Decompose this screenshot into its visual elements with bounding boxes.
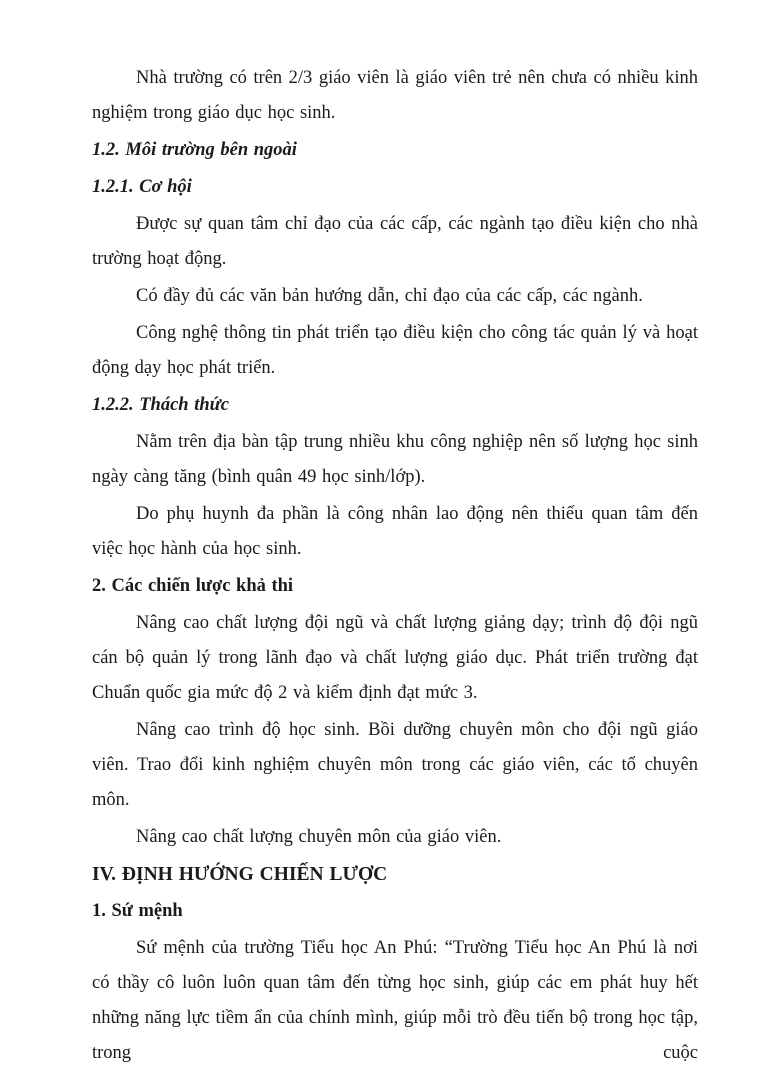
heading-1-2-2-thach-thuc: 1.2.2. Thách thức bbox=[92, 395, 229, 415]
paragraph-nang-cao-trinh-do-hoc-sinh: Nâng cao trình độ học sinh. Bồi dưỡng chuyên môn cho đội ngũ giáo viên. Trao đổi kinh nghiệm chuyên môn trong các giáo viên, các tổ chuyên môn. bbox=[92, 720, 698, 810]
paragraph-khu-cong-nghiep: Nằm trên địa bàn tập trung nhiều khu công nghiệp nên số lượng học sinh ngày càng tăng (bình quân 49 học sinh/lớp). bbox=[92, 432, 698, 487]
paragraph-teacher-experience: Nhà trường có trên 2/3 giáo viên là giáo viên trẻ nên chưa có nhiều kinh nghiệm trong giáo dục học sinh. bbox=[92, 68, 698, 123]
heading-1-2-1-co-hoi: 1.2.1. Cơ hội bbox=[92, 177, 192, 197]
paragraph-nang-cao-chuyen-mon: Nâng cao chất lượng chuyên môn của giáo viên. bbox=[136, 827, 502, 847]
heading-2-chien-luoc-kha-thi: 2. Các chiến lược khả thi bbox=[92, 576, 294, 596]
paragraph-van-ban-huong-dan: Có đầy đủ các văn bản hướng dẫn, chỉ đạo của các cấp, các ngành. bbox=[136, 286, 643, 306]
paragraph-su-menh: Sứ mệnh của trường Tiểu học An Phú: “Trường Tiểu học An Phú là nơi có thầy cô luôn luôn quan tâm đến từng học sinh, giúp các em phát huy hết những năng lực tiềm ẩn của chính mình, giúp mỗi trò đều tiến bộ trong học tập, trong cuộc bbox=[92, 938, 698, 1063]
heading-iv-dinh-huong-chien-luoc: IV. ĐỊNH HƯỚNG CHIẾN LƯỢC bbox=[92, 864, 388, 885]
paragraph-nang-cao-chat-luong-doi-ngu: Nâng cao chất lượng đội ngũ và chất lượng giảng dạy; trình độ đội ngũ cán bộ quản lý trong lãnh đạo và chất lượng giáo dục. Phát triển trường đạt Chuẩn quốc gia mức độ 2 và kiểm định đạt mức 3. bbox=[92, 613, 698, 703]
paragraph-phu-huynh: Do phụ huynh đa phần là công nhân lao động nên thiếu quan tâm đến việc học hành của học sinh. bbox=[92, 504, 698, 559]
paragraph-quan-tam-chi-dao: Được sự quan tâm chỉ đạo của các cấp, các ngành tạo điều kiện cho nhà trường hoạt động. bbox=[92, 214, 698, 269]
paragraph-cong-nghe-thong-tin: Công nghệ thông tin phát triển tạo điều kiện cho công tác quản lý và hoạt động dạy học phát triển. bbox=[92, 323, 698, 378]
heading-1-su-menh: 1. Sứ mệnh bbox=[92, 901, 183, 921]
heading-1-2-moi-truong-ben-ngoai: 1.2. Môi trường bên ngoài bbox=[92, 140, 297, 160]
